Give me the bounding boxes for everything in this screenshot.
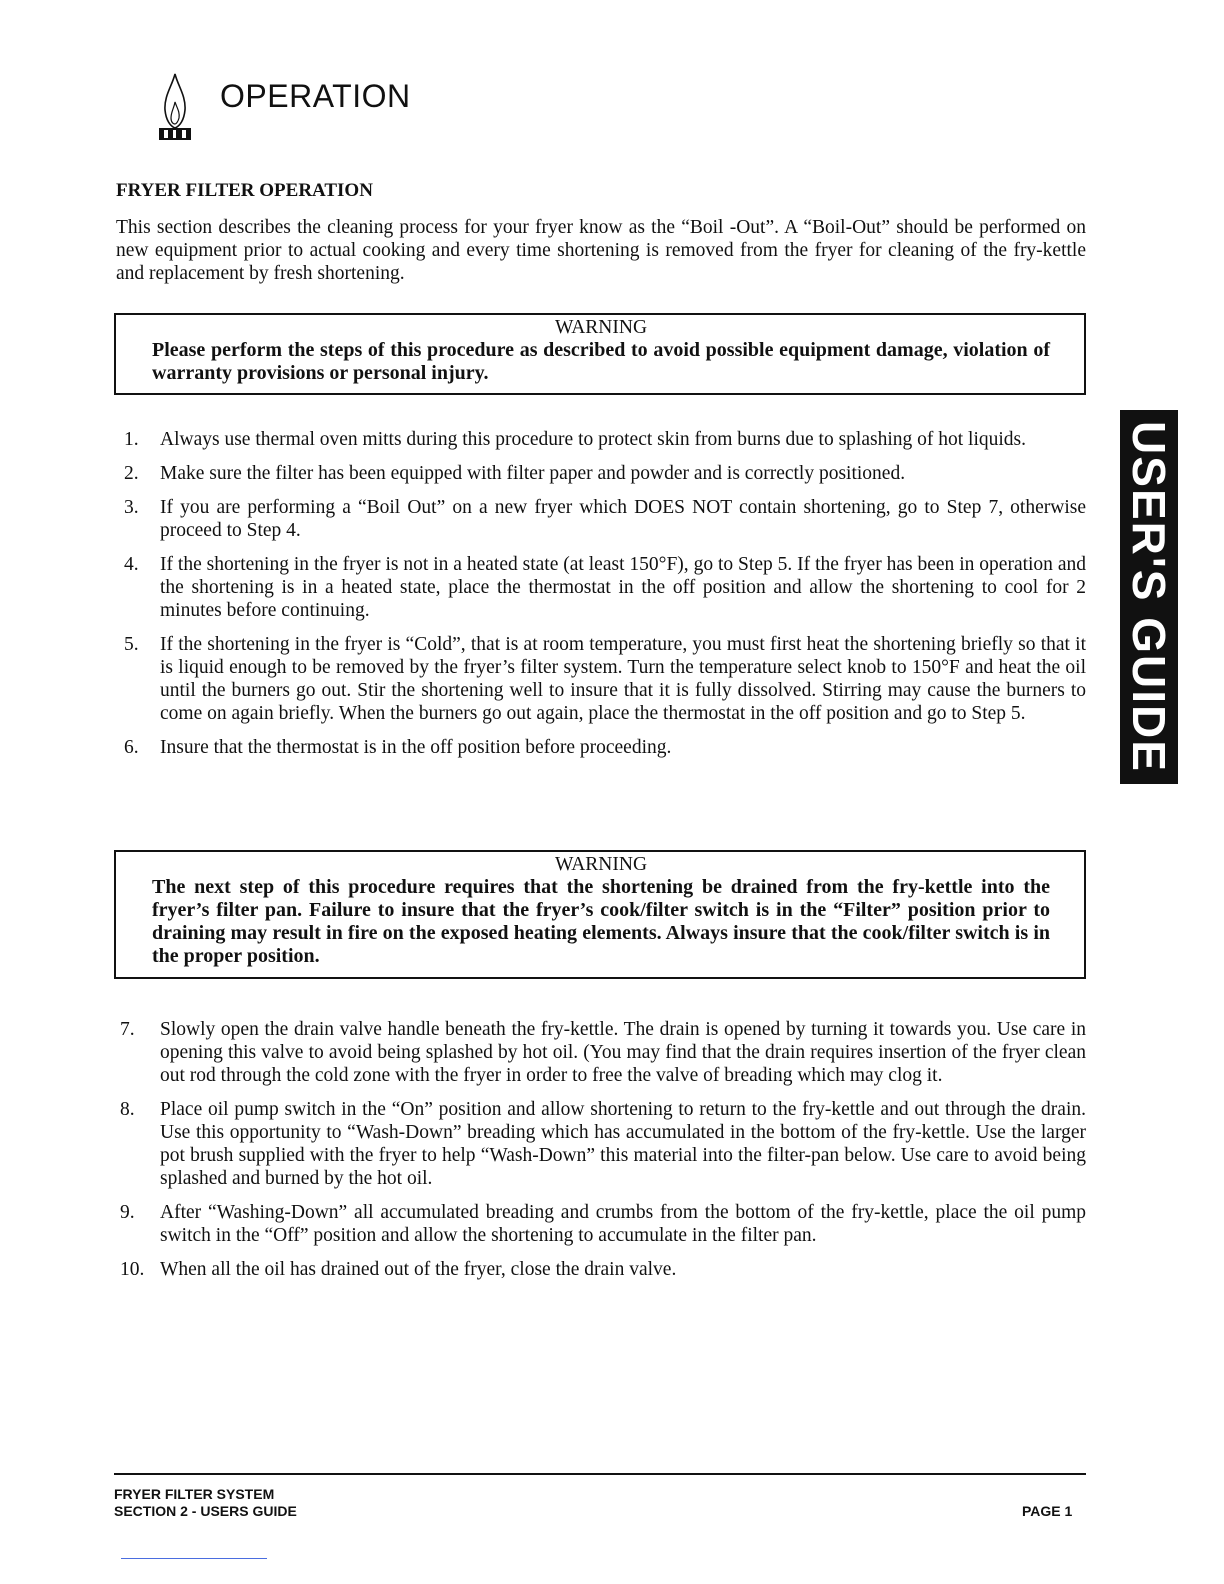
step-number: 4.	[124, 554, 139, 575]
section-title: OPERATION	[220, 78, 411, 114]
list-item	[0, 462, 1086, 485]
page-number: PAGE 1	[1022, 1503, 1073, 1519]
step-text: Place oil pump switch in the “On” position and allow shortening to return to the fry-kettle and out through the drain. Use this opportunity to “Wash-Down” breading which has accumulated in the bottom of the fry-kettle. Use the larger pot brush supplied with the fryer to help “Wash-Down” this material into the filter-pan below. Use care to avoid being splashed and burned by the hot oil.	[160, 1099, 1086, 1189]
footer-left	[114, 1486, 297, 1520]
step-number: 5.	[124, 634, 139, 655]
warning-box	[114, 313, 1086, 395]
step-text: Always use thermal oven mitts during this procedure to protect skin from burns due to splashing of hot liquids.	[160, 429, 1026, 450]
step-number: 6.	[124, 737, 139, 758]
footer-line-2: SECTION 2 - USERS GUIDE	[114, 1503, 297, 1519]
list-item	[0, 1258, 1086, 1281]
list-item	[0, 736, 1086, 759]
step-number: 7.	[120, 1019, 135, 1040]
warning-body: Please perform the steps of this procedure as described to avoid possible equipment damage, violation of warranty provisions or personal injury.	[152, 339, 1050, 384]
list-item	[0, 1018, 1086, 1087]
subheading: FRYER FILTER OPERATION	[116, 180, 373, 201]
step-number: 2.	[124, 463, 139, 484]
side-tab-label: USER'S GUIDE	[1123, 421, 1175, 773]
list-item	[0, 428, 1086, 451]
bottom-divider	[121, 1558, 267, 1559]
step-number: 8.	[120, 1099, 135, 1120]
step-text: If the shortening in the fryer is not in a heated state (at least 150°F), go to Step 5. If the fryer has been in operation and the shortening is in a heated state, place the thermostat in the off position and allow the shortening to cool for 2 minutes before continuing.	[160, 554, 1086, 621]
step-text: Make sure the filter has been equipped with filter paper and powder and is correctly positioned.	[160, 463, 906, 484]
side-tab	[1120, 410, 1178, 784]
footer-line-1: FRYER FILTER SYSTEM	[114, 1486, 275, 1502]
steps-list	[0, 428, 1224, 759]
step-text: If the shortening in the fryer is “Cold”, that is at room temperature, you must first heat the shortening briefly so that it is liquid enough to be removed by the fryer’s filter system. Turn the temperature select knob to 150°F and heat the oil until the burners go out. Stir the shortening well to insure that it is fully dissolved. Stirring may cause the burners to come on again briefly. When the burners go out again, place the thermostat in the off position and go to Step 5.	[160, 634, 1086, 724]
list-item	[0, 1098, 1086, 1190]
step-text: Insure that the thermostat is in the off position before proceeding.	[160, 737, 672, 758]
step-number: 9.	[120, 1202, 135, 1223]
step-text: When all the oil has drained out of the fryer, close the drain valve.	[160, 1259, 677, 1280]
steps-list	[0, 1018, 1224, 1281]
step-number: 3.	[124, 497, 139, 518]
warning-title: WARNING	[554, 317, 648, 338]
list-item	[0, 1201, 1086, 1247]
warning-box	[114, 850, 1086, 979]
step-number: 1.	[124, 429, 139, 450]
list-item	[0, 553, 1086, 622]
step-number: 10.	[120, 1259, 145, 1280]
step-text: If you are performing a “Boil Out” on a new fryer which DOES NOT contain shortening, go to Step 7, otherwise proceed to Step 4.	[160, 497, 1086, 541]
list-item	[0, 633, 1086, 725]
warning-body: The next step of this procedure requires that the shortening be drained from the fry-kettle into the fryer’s filter pan. Failure to insure that the fryer’s cook/filter switch is in the “Filter” position prior to draining may result in fire on the exposed heating elements. Always insure that the cook/filter switch is in the proper position.	[152, 876, 1050, 967]
footer-divider	[114, 1473, 1086, 1475]
list-item	[0, 496, 1086, 542]
warning-title: WARNING	[554, 854, 648, 875]
intro-paragraph: This section describes the cleaning process for your fryer know as the “Boil -Out”. A “Boil-Out” should be performed on new equipment prior to actual cooking and every time shortening is removed from the fryer for cleaning of the fry-kettle and replacement by fresh shortening.	[116, 217, 1086, 284]
step-text: After “Washing-Down” all accumulated breading and crumbs from the bottom of the fry-kettle, place the oil pump switch in the “Off” position and allow the shortening to accumulate in the filter pan.	[160, 1202, 1086, 1246]
step-text: Slowly open the drain valve handle beneath the fry-kettle. The drain is opened by turning it towards you. Use care in opening this valve to avoid being splashed by hot oil. (You may find that the drain requires insertion of the fryer clean out rod through the cold zone with the fryer in order to free the valve of breading which may clog it.	[160, 1019, 1086, 1086]
flame-icon	[158, 72, 192, 142]
